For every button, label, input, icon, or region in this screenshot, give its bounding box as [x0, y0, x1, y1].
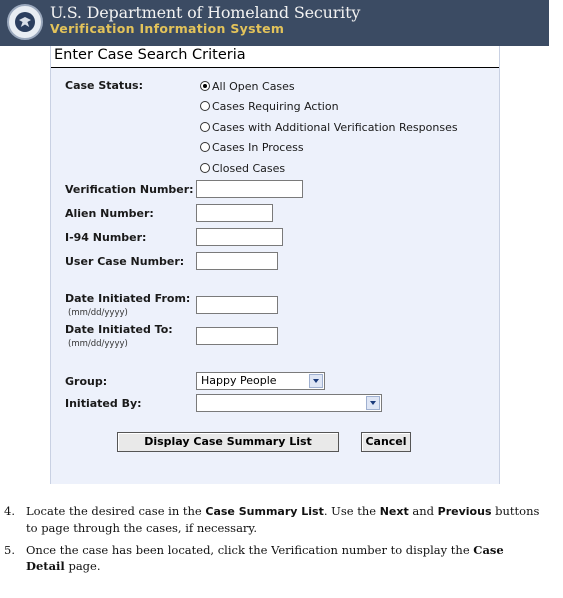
system-title: Verification Information System	[50, 21, 285, 36]
user-case-number-input[interactable]	[196, 252, 278, 270]
case-summary-list-term: Case Summary List	[205, 505, 324, 518]
chevron-down-icon[interactable]	[309, 374, 323, 388]
case-detail-term: Case Detail	[26, 543, 504, 573]
case-status-label: Case Status:	[65, 79, 143, 92]
initiated-by-select[interactable]	[196, 394, 382, 412]
i94-number-label: I-94 Number:	[65, 231, 147, 244]
step-text-part: page.	[64, 559, 101, 573]
radio-closed-cases[interactable]	[200, 160, 285, 176]
cancel-button[interactable]: Cancel	[361, 432, 411, 452]
radio-label: Cases Requiring Action	[212, 99, 339, 113]
date-to-hint: (mm/dd/yyyy)	[68, 339, 128, 349]
user-case-number-label: User Case Number:	[65, 255, 185, 268]
step-text	[26, 542, 541, 574]
group-select[interactable]	[196, 372, 325, 390]
initiated-by-label: Initiated By:	[65, 397, 142, 410]
radio-label: Cases In Process	[212, 140, 304, 154]
step-text-part: Locate the desired case in the	[26, 504, 206, 518]
date-from-label: Date Initiated From:	[65, 292, 191, 305]
radio-label: Cases with Additional Verification Responses	[212, 120, 458, 134]
radio-button[interactable]	[200, 142, 210, 152]
radio-cases-requiring-action[interactable]	[200, 98, 339, 114]
display-case-summary-button[interactable]: Display Case Summary List	[117, 432, 339, 452]
radio-button[interactable]	[200, 81, 210, 91]
case-search-panel	[50, 46, 500, 484]
step-text-part: . Use the	[323, 504, 380, 518]
step-number: 5.	[4, 543, 15, 557]
date-from-hint: (mm/dd/yyyy)	[68, 308, 128, 318]
radio-label: All Open Cases	[212, 79, 295, 93]
group-select-value: Happy People	[201, 374, 277, 387]
group-label: Group:	[65, 375, 108, 388]
verification-number-label: Verification Number:	[65, 183, 194, 196]
header-banner	[0, 0, 549, 46]
step-text-part: and	[408, 504, 438, 518]
chevron-down-icon[interactable]	[366, 396, 380, 410]
radio-cases-additional-verification[interactable]	[200, 119, 458, 135]
alien-number-input[interactable]	[196, 204, 273, 222]
radio-button[interactable]	[200, 101, 210, 111]
i94-number-input[interactable]	[196, 228, 283, 246]
previous-term: Previous	[437, 505, 492, 518]
radio-button[interactable]	[200, 122, 210, 132]
radio-button[interactable]	[200, 163, 210, 173]
date-from-input[interactable]	[196, 296, 278, 314]
step-number: 4.	[4, 504, 15, 518]
date-to-input[interactable]	[196, 327, 278, 345]
panel-title: Enter Case Search Criteria	[54, 47, 246, 63]
agency-title: U.S. Department of Homeland Security	[50, 3, 361, 22]
date-to-label: Date Initiated To:	[65, 323, 173, 336]
alien-number-label: Alien Number:	[65, 207, 154, 220]
step-text	[26, 503, 541, 536]
step-text-part: buttons to page through the cases, if necessary.	[26, 504, 540, 535]
radio-all-open-cases[interactable]	[200, 78, 295, 94]
dhs-seal-icon	[7, 4, 43, 40]
verification-number-input[interactable]	[196, 180, 303, 198]
panel-header	[51, 46, 499, 68]
step-text-part: Once the case has been located, click the Verification number to display the	[26, 543, 474, 557]
radio-label: Closed Cases	[212, 161, 286, 175]
next-term: Next	[379, 505, 409, 518]
radio-cases-in-process[interactable]	[200, 139, 304, 155]
